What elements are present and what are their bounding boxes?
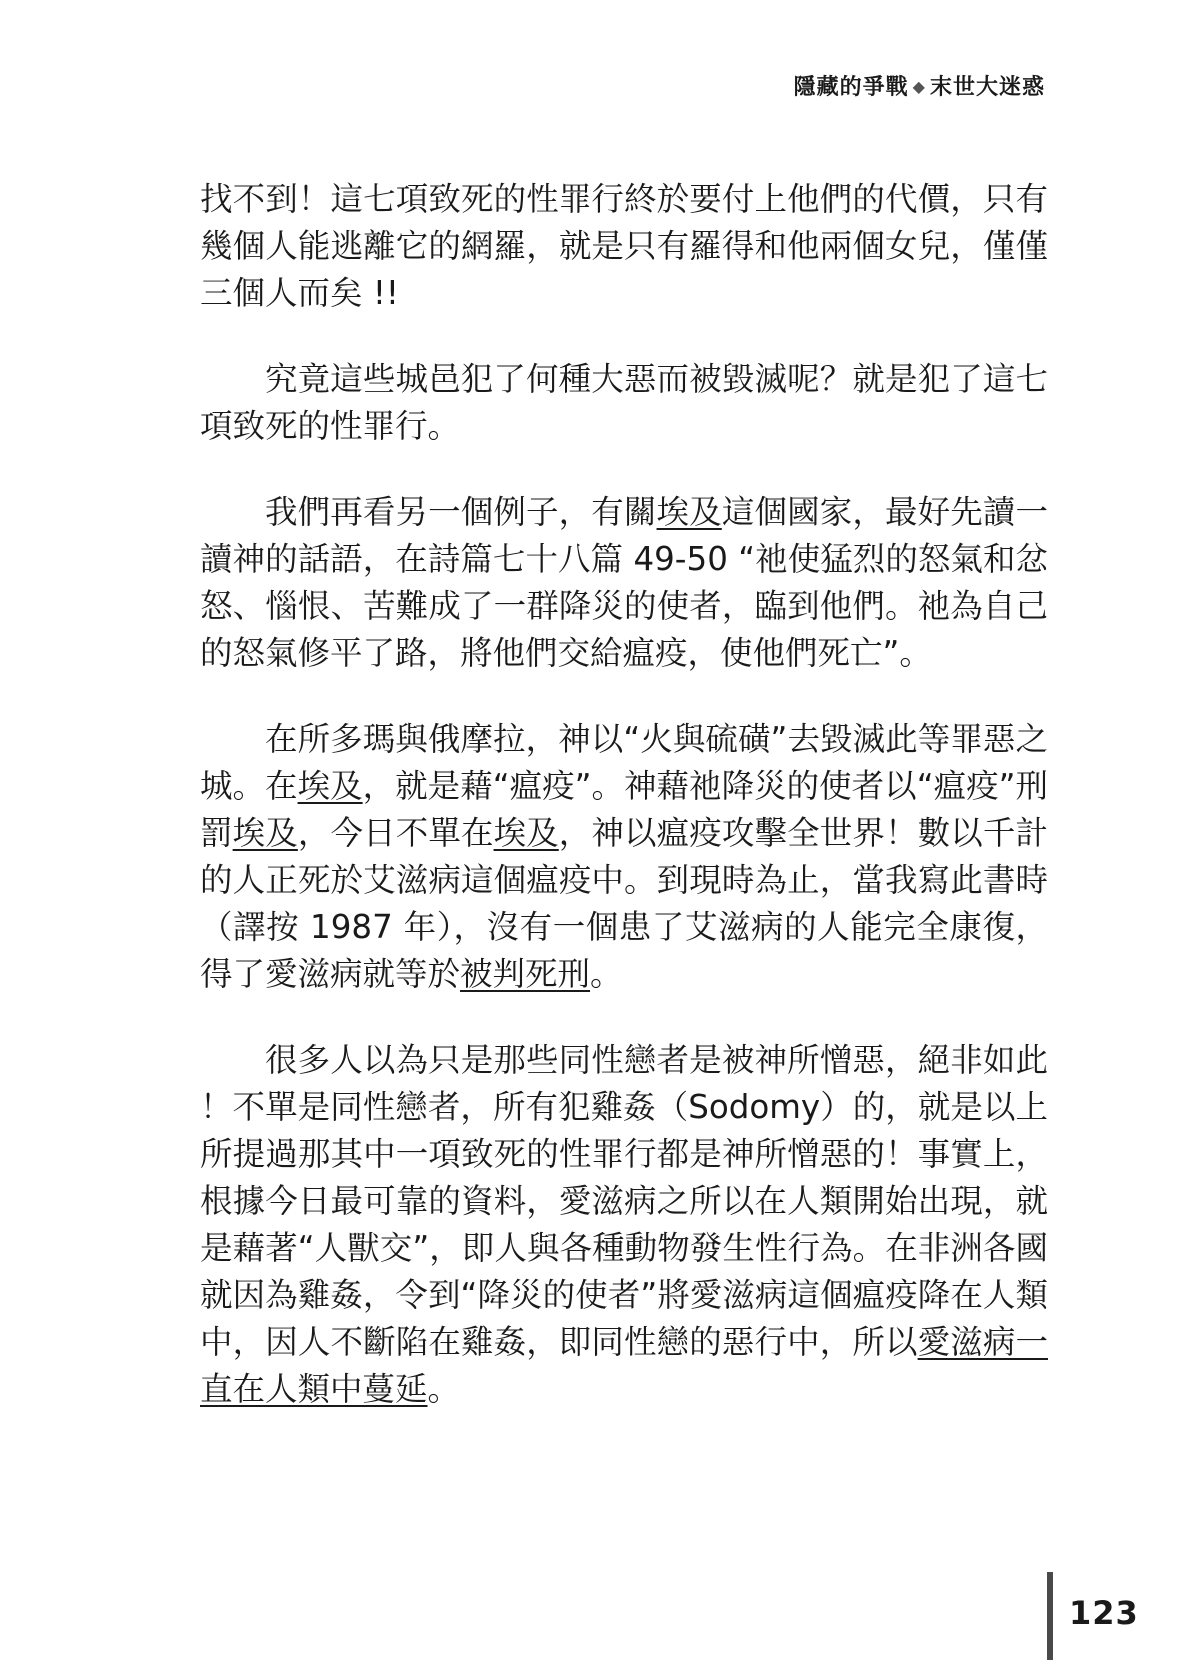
diamond-separator-icon: ◆	[912, 77, 926, 96]
text-segment: ，就是藉“瘟疫”。神藉祂降災的使者以“瘟疫”刑罰	[200, 767, 1048, 852]
underlined-phrase: 埃及	[493, 814, 559, 852]
page-number: 123	[1069, 1594, 1139, 1632]
paragraph-2	[200, 356, 1048, 450]
text-segment: 我們再看另一個例子，有關	[265, 493, 657, 531]
book-subtitle: 末世大迷惑	[929, 75, 1045, 100]
text-segment: ，今日不單在	[297, 814, 494, 852]
text-segment: 。	[427, 1370, 461, 1408]
book-title: 隱藏的爭戰	[793, 75, 909, 100]
paragraph-1	[200, 176, 1048, 317]
text-segment: 很多人以為只是那些同性戀者是被神所憎惡，絕非如此！不單是同性戀者，所有犯雞姦（Sodomy）的，就是以上所提過那其中一項致死的性罪行都是神所憎惡的！事實上，根據今日最可靠的資料，愛滋病之所以在人類開始出現，就是藉著“人獸交”，即人與各種動物發生性行為。在非洲各國就因為雞姦，令到“降災的使者”將愛滋病這個瘟疫降在人類中，因人不斷陷在雞姦，即同性戀的惡行中，所以	[200, 1041, 1048, 1361]
text-segment: 。	[590, 955, 623, 993]
underlined-phrase: 被判死刑	[460, 955, 591, 993]
text-segment: 在所多瑪與俄摩拉，神以“火與硫磺”去毀滅此等罪惡之城。在	[200, 720, 1048, 805]
running-header	[794, 70, 1045, 101]
paragraph-3	[200, 489, 1048, 677]
text-segment: 這個國家，最好先讀一讀神的話語，在詩篇七十八篇 49-50 “祂使猛烈的怒氣和忿怒、惱恨、苦難成了一群降災的使者，臨到他們。祂為自己的怒氣修平了路，將他們交給瘟疫，使他們死亡”。	[200, 493, 1048, 672]
text-segment: 究竟這些城邑犯了何種大惡而被毀滅呢？就是犯了這七項致死的性罪行。	[200, 360, 1048, 445]
body-text	[200, 176, 1048, 1452]
page-number-rule	[1047, 1572, 1053, 1660]
paragraph-4	[200, 716, 1048, 998]
underlined-phrase: 埃及	[656, 493, 722, 531]
underlined-phrase: 埃及	[297, 767, 363, 805]
underlined-phrase: 埃及	[232, 814, 298, 852]
underlined-phrase: 愛滋病一直在人類中蔓延	[200, 1323, 1048, 1408]
text-segment: 找不到！這七項致死的性罪行終於要付上他們的代價，只有幾個人能逃離它的網羅，就是只有羅得和他兩個女兒，僅僅三個人而矣 !!	[200, 180, 1048, 312]
text-segment: ，神以瘟疫攻擊全世界！數以千計的人正死於艾滋病這個瘟疫中。到現時為止，當我寫此書時（譯按 1987 年），沒有一個患了艾滋病的人能完全康復，得了愛滋病就等於	[200, 814, 1048, 993]
paragraph-5	[200, 1037, 1048, 1413]
